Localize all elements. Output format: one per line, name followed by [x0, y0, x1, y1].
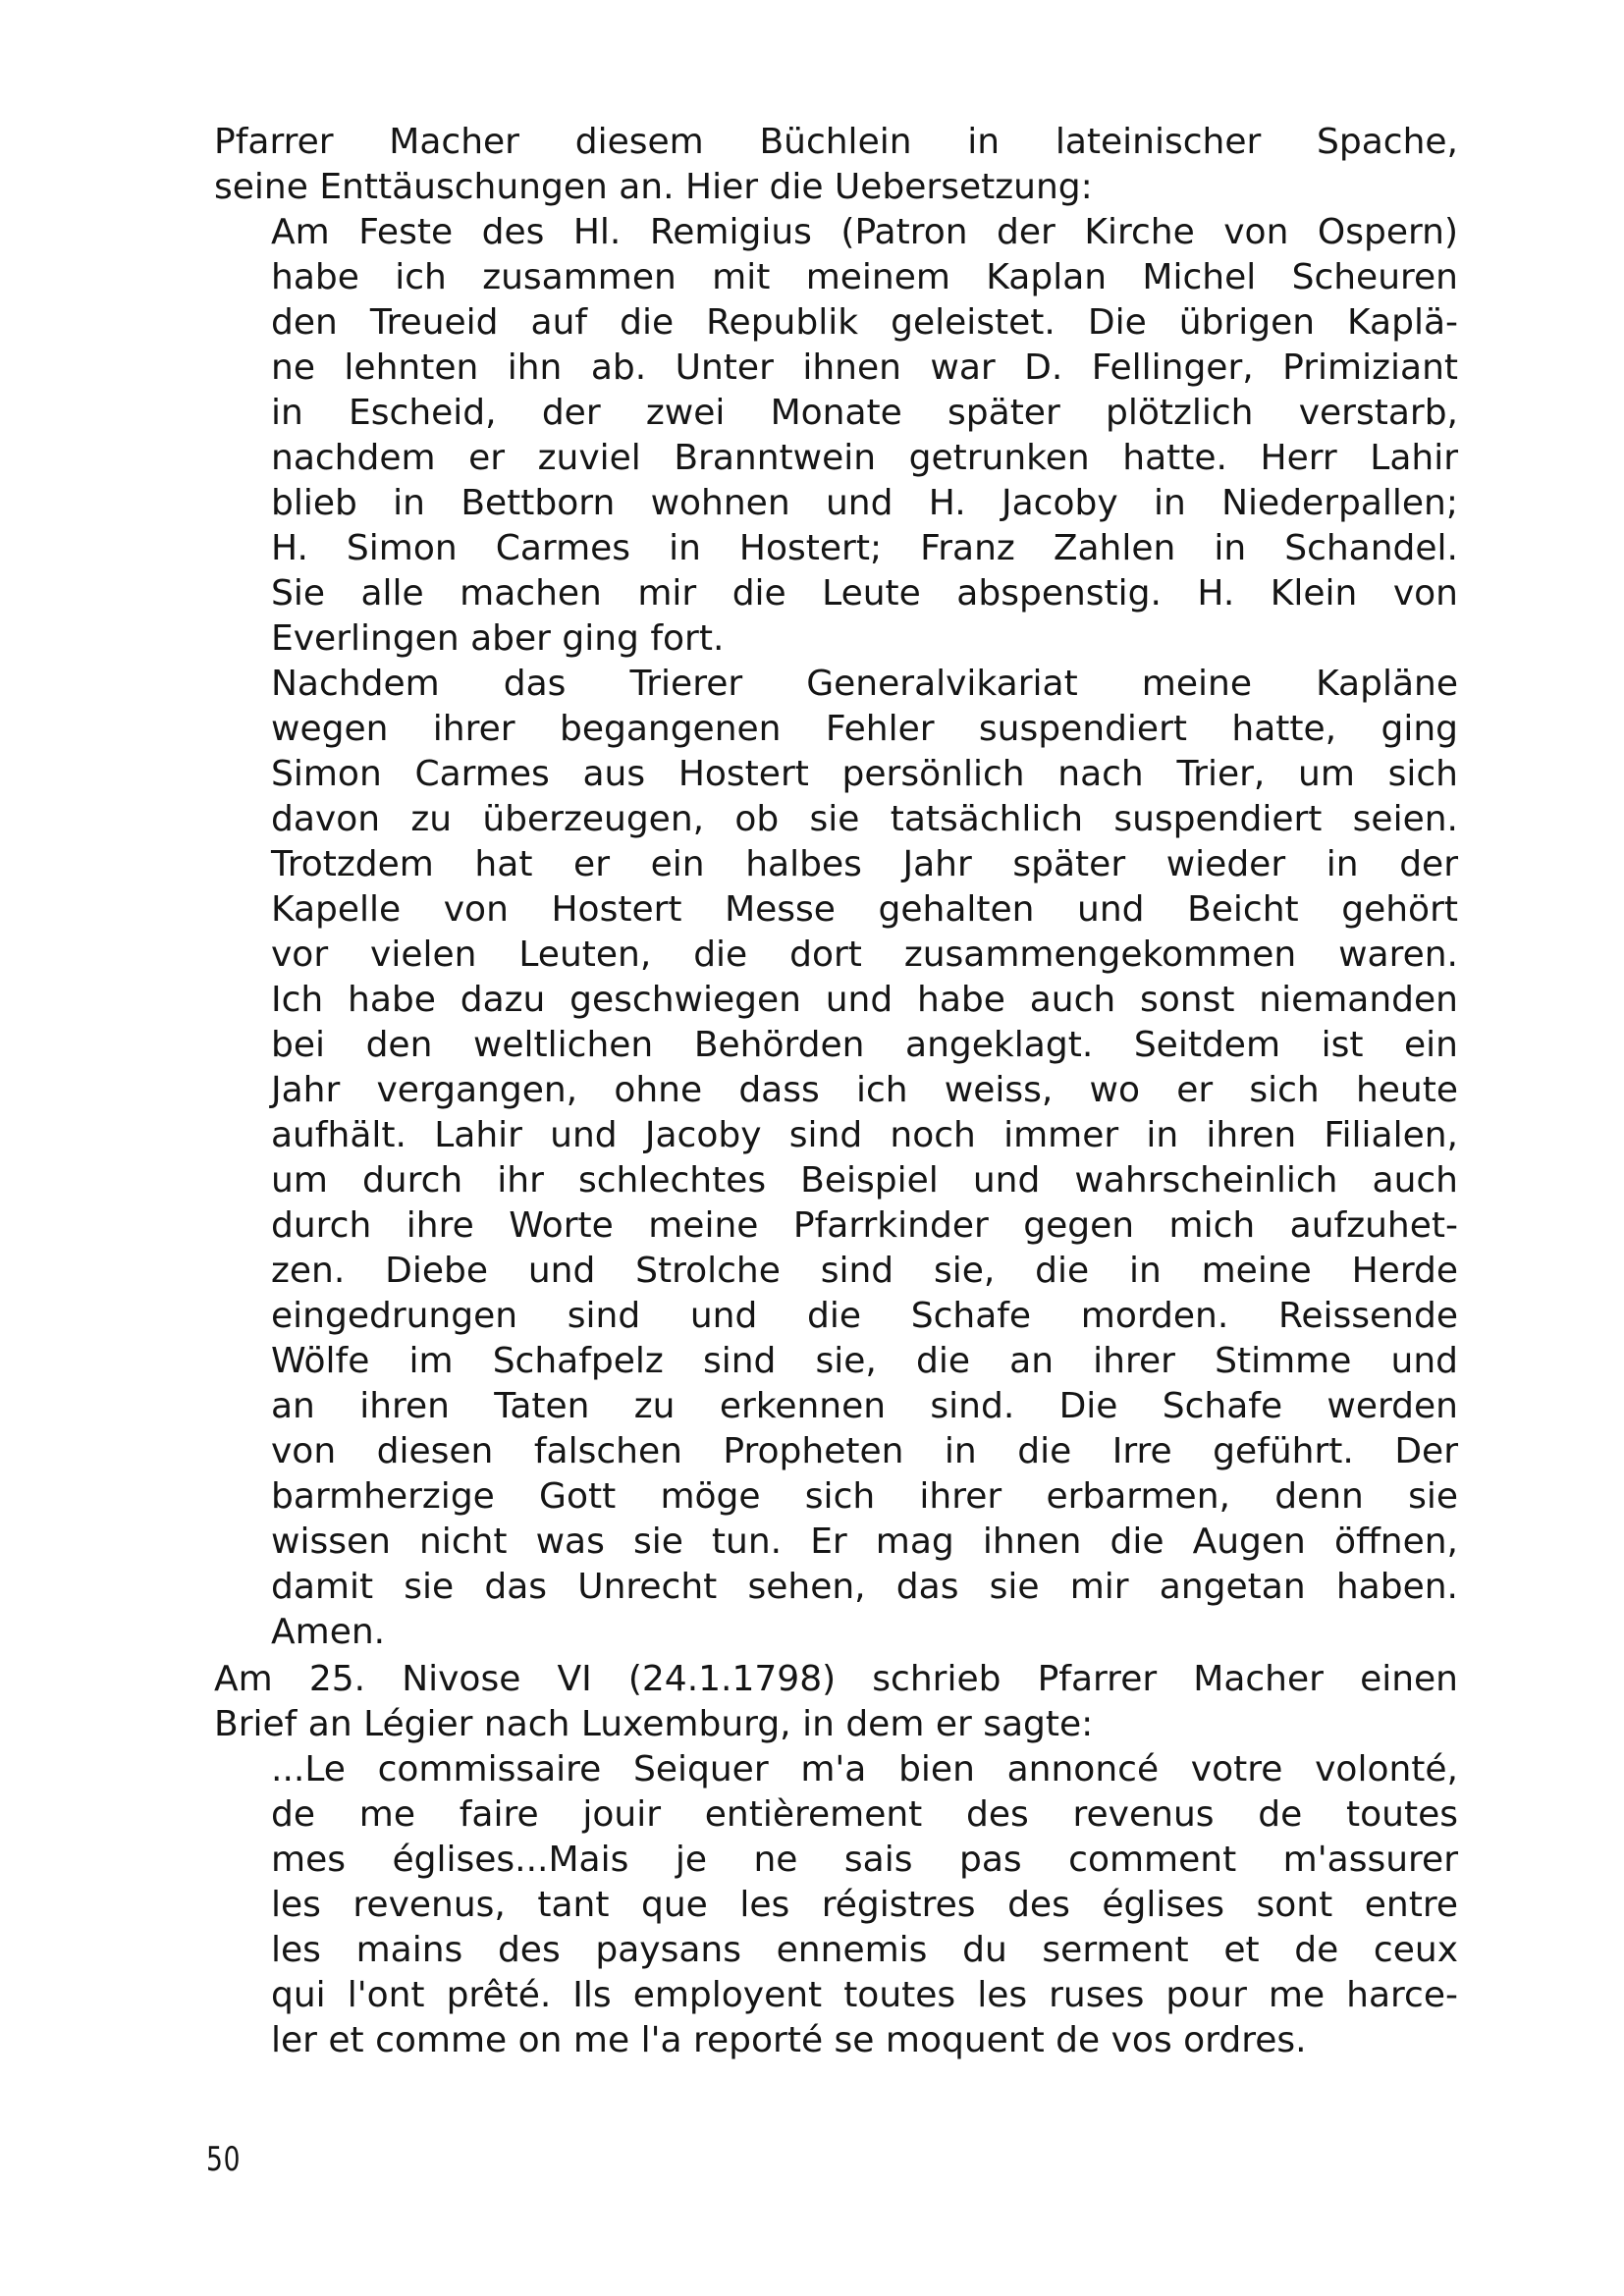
- text-line: zen. Diebe und Strolche sind sie, die in meine Herde: [271, 1251, 1458, 1291]
- text-line: Am Feste des Hl. Remigius (Patron der Kirche von Ospern): [271, 212, 1458, 252]
- text-line: les mains des paysans ennemis du serment et de ceux: [271, 1930, 1458, 1970]
- text-line: wissen nicht was sie tun. Er mag ihnen die Augen öffnen,: [271, 1522, 1458, 1562]
- letter-intro-paragraph: [214, 1657, 1458, 1747]
- text-line: Wölfe im Schafpelz sind sie, die an ihrer Stimme und: [271, 1341, 1458, 1381]
- text-line: blieb in Bettborn wohnen und H. Jacoby in Niederpallen;: [271, 483, 1458, 523]
- text-line: wegen ihrer begangenen Fehler suspendiert hatte, ging: [271, 709, 1458, 749]
- text-line: Jahr vergangen, ohne dass ich weiss, wo er sich heute: [271, 1070, 1458, 1110]
- text-line: durch ihre Worte meine Pfarrkinder gegen mich aufzuhet-: [271, 1205, 1458, 1246]
- page-number: 50: [206, 2140, 242, 2179]
- text-line: ...Le commissaire Seiquer m'a bien annoncé votre volonté,: [271, 1749, 1458, 1789]
- text-line: les revenus, tant que les régistres des églises sont entre: [271, 1885, 1458, 1925]
- french-letter-quote: [271, 1747, 1458, 2063]
- text-line: von diesen falschen Propheten in die Irre geführt. Der: [271, 1431, 1458, 1471]
- translation-quote-paragraph-2: [271, 662, 1458, 1655]
- text-line: nachdem er zuviel Branntwein getrunken hatte. Herr Lahir: [271, 438, 1458, 478]
- text-line: habe ich zusammen mit meinem Kaplan Michel Scheuren: [271, 257, 1458, 297]
- text-line: Trotzdem hat er ein halbes Jahr später wieder in der: [271, 844, 1458, 884]
- text-line: eingedrungen sind und die Schafe morden. Reissende: [271, 1296, 1458, 1336]
- text-line: Ich habe dazu geschwiegen und habe auch sonst niemanden: [271, 980, 1458, 1020]
- text-line: Brief an Légier nach Luxemburg, in dem er sagte:: [214, 1704, 1094, 1744]
- text-line: Pfarrer Macher diesem Büchlein in lateinischer Spache,: [214, 122, 1458, 162]
- text-line: den Treueid auf die Republik geleistet. Die übrigen Kaplä-: [271, 302, 1458, 343]
- text-line: um durch ihr schlechtes Beispiel und wahrscheinlich auch: [271, 1160, 1458, 1201]
- text-line: Sie alle machen mir die Leute abspenstig. H. Klein von: [271, 573, 1458, 614]
- text-line: H. Simon Carmes in Hostert; Franz Zahlen in Schandel.: [271, 528, 1458, 568]
- text-line: Nachdem das Trierer Generalvikariat meine Kapläne: [271, 664, 1458, 704]
- text-line: Everlingen aber ging fort.: [271, 618, 725, 659]
- text-line: Am 25. Nivose VI (24.1.1798) schrieb Pfarrer Macher einen: [214, 1659, 1458, 1699]
- text-line: vor vielen Leuten, die dort zusammengekommen waren.: [271, 934, 1458, 975]
- text-line: davon zu überzeugen, ob sie tatsächlich suspendiert seien.: [271, 799, 1458, 839]
- text-line: aufhält. Lahir und Jacoby sind noch immer in ihren Filialen,: [271, 1115, 1458, 1155]
- text-line: ler et comme on me l'a reporté se moquent de vos ordres.: [271, 2020, 1307, 2060]
- text-line: Amen.: [271, 1612, 386, 1652]
- text-line: Simon Carmes aus Hostert persönlich nach Trier, um sich: [271, 754, 1458, 794]
- intro-paragraph: [214, 120, 1458, 210]
- text-line: mes églises...Mais je ne sais pas comment m'assurer: [271, 1840, 1458, 1880]
- text-line: bei den weltlichen Behörden angeklagt. Seitdem ist ein: [271, 1025, 1458, 1065]
- text-line: Kapelle von Hostert Messe gehalten und Beicht gehört: [271, 889, 1458, 930]
- text-line: ne lehnten ihn ab. Unter ihnen war D. Fellinger, Primiziant: [271, 347, 1458, 388]
- text-line: qui l'ont prêté. Ils employent toutes les ruses pour me harce-: [271, 1975, 1458, 2015]
- text-line: barmherzige Gott möge sich ihrer erbarmen, denn sie: [271, 1476, 1458, 1517]
- text-line: in Escheid, der zwei Monate später plötzlich verstarb,: [271, 393, 1458, 433]
- text-line: de me faire jouir entièrement des revenus de toutes: [271, 1794, 1458, 1835]
- text-line: seine Enttäuschungen an. Hier die Uebersetzung:: [214, 167, 1093, 207]
- text-line: an ihren Taten zu erkennen sind. Die Schafe werden: [271, 1386, 1458, 1426]
- text-line: damit sie das Unrecht sehen, das sie mir angetan haben.: [271, 1567, 1458, 1607]
- translation-quote-paragraph-1: [271, 210, 1458, 662]
